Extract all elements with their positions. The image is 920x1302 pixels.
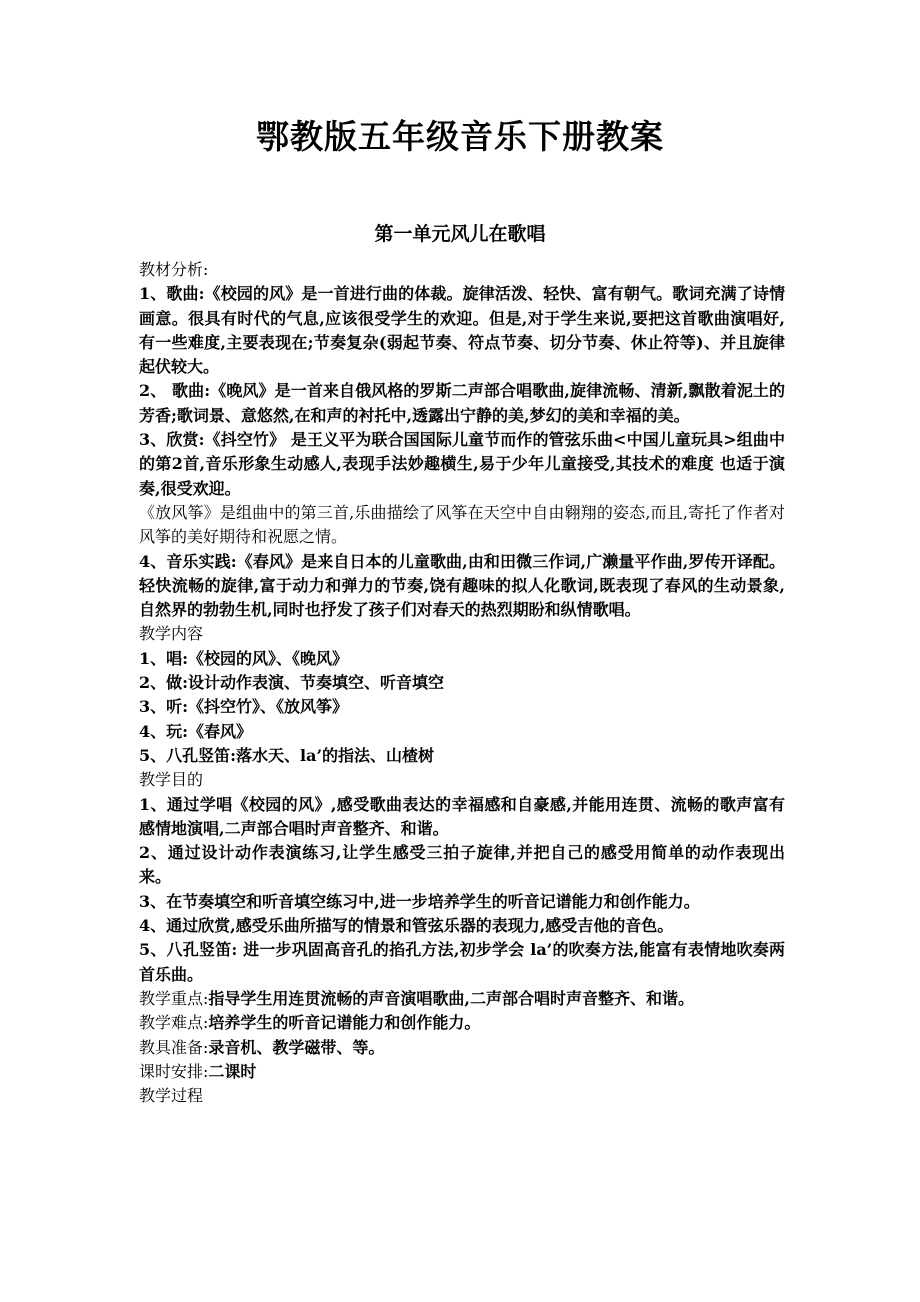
analysis-item: 《放风筝》是组曲中的第三首,乐曲描绘了风筝在天空中自由翱翔的姿态,而且,寄托了作者对风筝的美好期待和祝愿之情。 — [139, 502, 785, 547]
analysis-item: 3、欣赏:《抖空竹》 是王义平为联合国国际儿童节而作的管弦乐曲<中国儿童玩具>组曲中的第2首,音乐形象生动感人,表现手法妙趣横生,易于少年儿童接受,其技术的难度 也适于演奏,很受欢迎。 — [139, 430, 785, 498]
goal-item: 3、在节奏填空和听音填空练习中,进一步培养学生的听音记谱能力和创作能力。 — [139, 891, 700, 911]
analysis-item: 1、歌曲:《校园的风》是一首进行曲的体裁。旋律活泼、轻快、富有朝气。歌词充满了诗情画意。很具有时代的气息,应该很受学生的欢迎。但是,对于学生来说,要把这首歌曲演唱好,有一些难度,主要表现在;节奏复杂(弱起节奏、符点节奏、切分节奏、休止符等)、并且旋律起伏较大。 — [139, 284, 785, 377]
schedule-text: 二课时 — [208, 1061, 257, 1081]
schedule — [139, 1060, 785, 1084]
analysis-item: 2、 歌曲:《晚风》是一首来自俄风格的罗斯二声部合唱歌曲,旋律流畅、清新,飘散着泥土的芳香;歌词景、意悠然,在和声的衬托中,透露出宁静的美,梦幻的美和幸福的美。 — [139, 381, 785, 425]
equipment-label: 教具准备: — [139, 1037, 209, 1057]
equipment — [139, 1036, 785, 1060]
analysis-item: 4、音乐实践:《春风》是来自日本的儿童歌曲,由和田微三作词,广濑量平作曲,罗传开译配。轻快流畅的旋律,富于动力和弹力的节奏,饶有趣味的拟人化歌词,既表现了春风的生动景象,自然界的勃勃生机,同时也抒发了孩子们对春天的热烈期盼和纵情歌唱。 — [139, 551, 785, 620]
difficulty-label: 教学难点: — [139, 1013, 209, 1033]
content-item: 2、做:设计动作表演、节奏填空、听音填空 — [139, 673, 445, 693]
key-point-text: 指导学生用连贯流畅的声音演唱歌曲,二声部合唱时声音整齐、和谐。 — [208, 988, 694, 1008]
process-heading: 教学过程 — [139, 1086, 204, 1106]
content-item: 4、玩:《春风》 — [139, 721, 253, 741]
content-heading: 教学内容 — [139, 624, 204, 644]
schedule-label: 课时安排: — [139, 1061, 209, 1081]
document-title: 鄂教版五年级音乐下册教案 — [256, 117, 664, 156]
goal-item: 4、通过欣赏,感受乐曲所描写的情景和管弦乐器的表现力,感受吉他的音色。 — [139, 916, 674, 936]
document-body — [139, 258, 785, 1108]
content-item: 3、听:《抖空竹》、《放风筝》 — [139, 697, 349, 717]
unit-title: 第一单元风儿在歌唱 — [374, 223, 546, 245]
difficulty-text: 培养学生的听音记谱能力和创作能力。 — [208, 1013, 481, 1033]
key-point-label: 教学重点: — [139, 988, 209, 1008]
analysis-heading: 教材分析: — [139, 260, 209, 279]
difficulty — [139, 1011, 785, 1035]
goals-heading: 教学目的 — [139, 770, 204, 790]
goal-item: 2、通过设计动作表演练习,让学生感受三拍子旋律,并把自己的感受用简单的动作表现出来。 — [139, 843, 785, 887]
goal-item: 1、通过学唱《校园的风》,感受歌曲表达的幸福感和自豪感,并能用连贯、流畅的歌声富有感情地演唱,二声部合唱时声音整齐、和谐。 — [139, 794, 785, 838]
key-point — [139, 987, 785, 1011]
content-item: 5、八孔竖笛:落水天、la’的指法、山楂树 — [139, 745, 435, 765]
goal-item: 5、八孔竖笛: 进一步巩固高音孔的掐孔方法,初步学会 la’的吹奏方法,能富有表情地吹奏两首乐曲。 — [139, 940, 785, 984]
content-item: 1、唱:《校园的风》、《晚风》 — [139, 648, 349, 668]
equipment-text: 录音机、教学磁带、等。 — [208, 1037, 385, 1057]
